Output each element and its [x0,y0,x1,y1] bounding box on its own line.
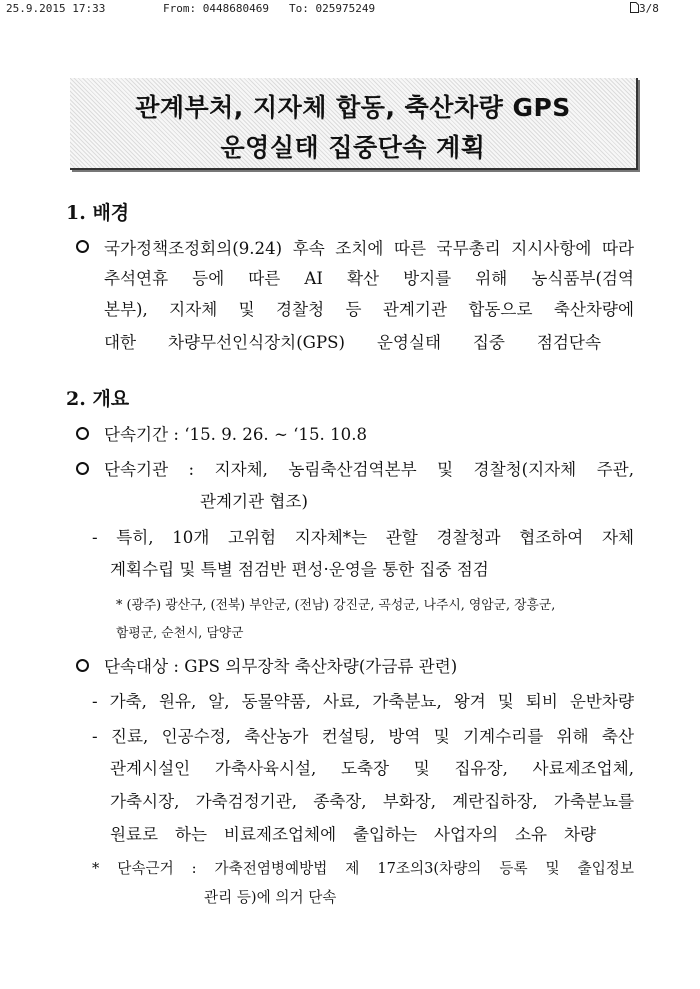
special-line1 [92,524,634,548]
text-line: * 단속근거 : 가축전염병예방법 제 17조의3(차량의 등록 및 출입정보 [92,860,634,877]
circle-bullet-icon [76,659,89,672]
circle-bullet-icon [76,240,89,253]
target-item2-line [110,788,634,812]
fax-datetime: 25.9.2015 17:33 [6,2,106,15]
page-title-line2: 운영실태 집중단속 계획 [220,133,486,162]
title-box [70,78,638,170]
target-label: 단속대상 : GPS 의무장착 축산차량(가금류 관련) [104,657,458,676]
text-line: 관계시설인 가축사육시설, 도축장 및 집유장, 사료제조업체, [110,759,634,778]
page-icon [630,2,639,13]
special-line2: 계획수립 및 특별 점검반 편성·운영을 통한 집중 점검 [110,560,489,579]
basis-line1 [92,857,634,878]
text-line: - 진료, 인공수정, 축산농가 컨설팅, 방역 및 기계수리를 위해 축산 [92,727,634,746]
page-title-line1: 관계부처, 지자체 합동, 축산차량 GPS [135,93,571,122]
period-text: 단속기간 : ‘15. 9. 26. ∼ ‘15. 10.8 [104,425,368,444]
target-item2-line [110,821,596,845]
agency-line2: 관계기관 협조) [200,492,308,511]
fax-header [0,2,700,18]
text-line: - 가축, 원유, 알, 동물약품, 사료, 가축분뇨, 왕겨 및 퇴비 운반차량 [92,692,634,711]
text-line: 국가정책조정회의(9.24) 후속 조치에 따른 국무총리 지시사항에 따라 [104,239,634,258]
text-line: 가축시장, 가축검정기관, 종축장, 부화장, 계란집하장, 가축분뇨를 [110,792,634,811]
agency-line1 [104,456,634,480]
basis-line2: 관리 등)에 의거 단속 [204,889,337,906]
section1-text-line [104,235,634,259]
text-line: 단속기관 : 지자체, 농림축산검역본부 및 경찰청(지자체 주관, [104,460,634,479]
fax-page: 3/8 [639,2,659,15]
fax-from: From: 0448680469 [163,2,269,15]
text-line: 원료로 하는 비료제조업체에 출입하는 사업자의 소유 차량 [110,825,596,844]
circle-bullet-icon [76,427,89,440]
circle-bullet-icon [76,462,89,475]
text-line: 대한 차량무선인식장치(GPS) 운영실태 집중 점검단속 [104,333,601,352]
special-footnote-line1: * (광주) 광산구, (전북) 부안군, (전남) 강진군, 곡성군, 나주시, 영암군, 장흥군, [116,598,556,613]
section1-text-line [104,296,634,320]
fax-page-number [630,2,659,15]
fax-to: To: 025975249 [289,2,376,15]
target-item2-line [110,755,634,779]
target-item1 [92,688,634,712]
special-footnote-line2: 함평군, 순천시, 담양군 [116,626,244,641]
section1-text-line [104,329,601,353]
section1-heading: 1. 배경 [66,202,130,224]
text-line: - 특히, 10개 고위험 지자체*는 관할 경찰청과 협조하여 자체 [92,528,634,547]
target-item2-line [92,723,634,747]
section1-text-line [104,265,634,289]
text-line: 추석연휴 등에 따른 AI 확산 방지를 위해 농식품부(검역 [104,269,634,288]
section2-heading: 2. 개요 [66,388,130,410]
text-line: 본부), 지자체 및 경찰청 등 관계기관 합동으로 축산차량에 [104,300,634,319]
